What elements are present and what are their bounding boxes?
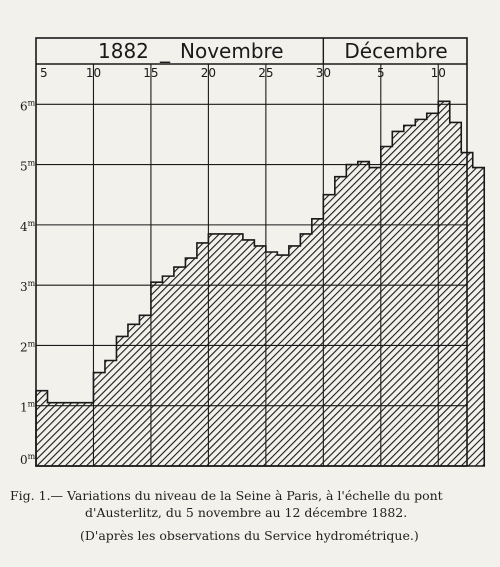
- title-month-december: Décembre: [344, 39, 448, 63]
- title-month-november: Novembre: [180, 39, 284, 63]
- x-tick-label: 20: [200, 66, 217, 80]
- caption-line-3: (D'après les observations du Service hydrométrique.): [80, 528, 419, 543]
- y-tick-label: 6$^m$: [20, 98, 36, 114]
- x-tick-label: 25: [258, 66, 274, 80]
- y-tick-label: 0$^m$: [20, 452, 36, 467]
- y-tick-label: 2$^m$: [20, 339, 36, 355]
- title-year: 1882: [98, 39, 149, 63]
- caption-line-1: Fig. 1.— Variations du niveau de la Seine à Paris, à l'échelle du pont: [10, 488, 443, 503]
- x-tick-label: 15: [143, 66, 159, 80]
- x-tick-label: 30: [315, 66, 331, 80]
- x-tick-label: 5: [40, 66, 48, 80]
- x-tick-label: 10: [85, 66, 102, 80]
- x-tick-label: 5: [376, 66, 385, 80]
- y-axis-ticks: [20, 98, 36, 467]
- water-level-area: [36, 101, 484, 466]
- hatched-water-level: [36, 101, 484, 466]
- x-tick-label: 10: [430, 66, 446, 80]
- y-tick-label: 4$^m$: [20, 218, 36, 234]
- title-separator: _: [160, 39, 170, 63]
- chart-header: [98, 39, 448, 63]
- x-axis-ticks: [40, 66, 446, 80]
- y-tick-label: 3$^m$: [20, 279, 36, 295]
- caption-line-2: d'Austerlitz, du 5 novembre au 12 décembre 1882.: [85, 505, 408, 520]
- y-tick-label: 5$^m$: [20, 158, 36, 174]
- y-tick-label: 1$^m$: [20, 399, 36, 415]
